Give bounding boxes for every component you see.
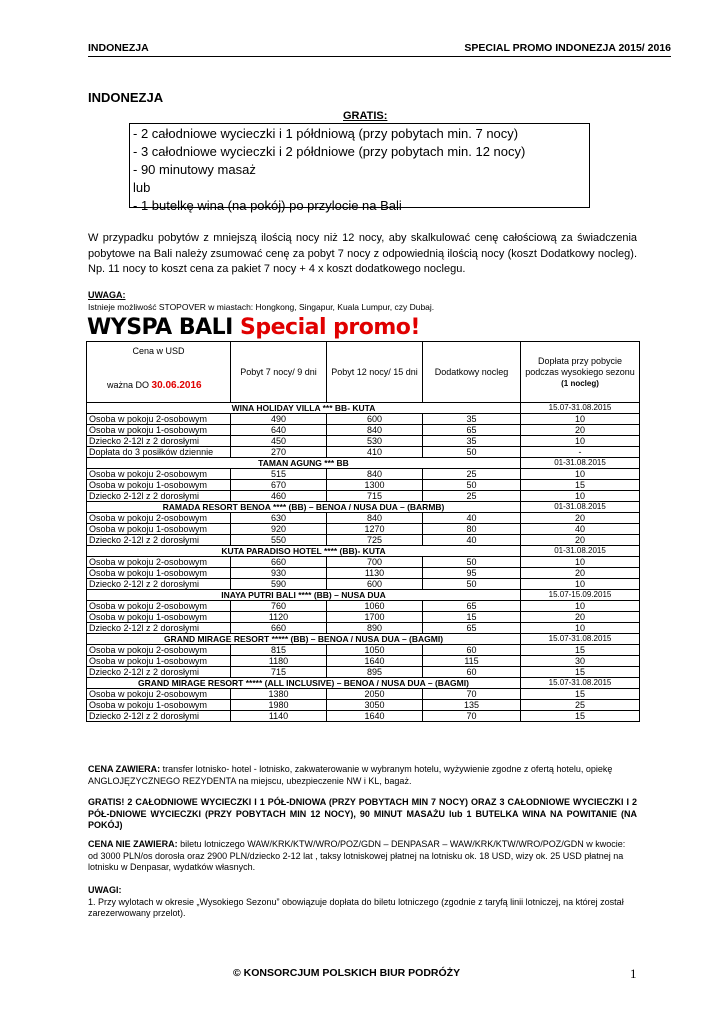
room-type-cell: Osoba w pokoju 1-osobowym	[87, 480, 231, 491]
price-cell: 890	[327, 623, 423, 634]
room-type-cell: Dziecko 2-12l z 2 dorosłymi	[87, 535, 231, 546]
price-cell: 1640	[327, 711, 423, 722]
price-cell: 15	[423, 612, 521, 623]
price-cell: 1140	[231, 711, 327, 722]
hotel-name: GRAND MIRAGE RESORT ***** (ALL INCLUSIVE) – BENOA / NUSA DUA – (BAGMI)	[87, 678, 521, 689]
header-left: INDONEZJA	[88, 42, 149, 54]
price-cell: 550	[231, 535, 327, 546]
room-type-cell: Dopłata do 3 posiłków dziennie	[87, 447, 231, 458]
price-cell: 40	[423, 513, 521, 524]
price-cell: 930	[231, 568, 327, 579]
price-cell: 660	[231, 557, 327, 568]
gratis-item: lub	[133, 180, 151, 195]
room-type-cell: Osoba w pokoju 2-osobowym	[87, 645, 231, 656]
gratis-item: - 1 butelkę wina (na pokój) po przylocie na Bali	[133, 198, 402, 213]
hotel-row	[87, 403, 640, 414]
cena-nie-zawiera: CENA NIE ZAWIERA: biletu lotniczego WAW/KRK/KTW/WRO/POZ/GDN – DENPASAR – WAW/KRK/KTW/WRO/POZ/GDN w kwocie: od 3000 PLN/os dorosła oraz 2900 PLN/dziecko 2-12 lat , taksy lotniskowej płatnej na lotnisku ok. 18 USD, wizy ok. 25 USD płatnej na lotnisku w Denpasar, wydatków własnych.	[88, 839, 626, 872]
uwaga-title: UWAGA:	[88, 290, 126, 300]
price-cell: 20	[521, 513, 640, 524]
price-cell: 10	[521, 414, 640, 425]
price-cell: 25	[521, 700, 640, 711]
table-row	[87, 524, 640, 535]
price-cell: 270	[231, 447, 327, 458]
price-cell: 40	[521, 524, 640, 535]
price-cell: 600	[327, 579, 423, 590]
price-cell: 670	[231, 480, 327, 491]
uwaga-text: Istnieje możliwość STOPOVER w miastach: Hongkong, Singapur, Kuala Lumpur, czy Dubaj.	[88, 302, 435, 312]
price-cell: 35	[423, 436, 521, 447]
valid-date: 30.06.2016	[151, 380, 202, 391]
page-header	[88, 42, 671, 57]
price-cell: 60	[423, 667, 521, 678]
table-row	[87, 568, 640, 579]
header-right: SPECIAL PROMO INDONEZJA 2015/ 2016	[464, 42, 671, 54]
price-cell: 135	[423, 700, 521, 711]
price-cell: 15	[521, 689, 640, 700]
price-cell: 895	[327, 667, 423, 678]
price-cell: 600	[327, 414, 423, 425]
hotel-name: GRAND MIRAGE RESORT ***** (BB) – BENOA / NUSA DUA – (BAGMI)	[87, 634, 521, 645]
price-cell: 1060	[327, 601, 423, 612]
room-type-cell: Dziecko 2-12l z 2 dorosłymi	[87, 436, 231, 447]
price-cell: 70	[423, 711, 521, 722]
price-cell: 460	[231, 491, 327, 502]
price-cell: 2050	[327, 689, 423, 700]
hotel-row	[87, 502, 640, 513]
price-table	[86, 341, 640, 722]
table-row	[87, 645, 640, 656]
price-cell: 1120	[231, 612, 327, 623]
table-row	[87, 513, 640, 524]
price-header-cell	[87, 342, 231, 403]
price-cell: 65	[423, 601, 521, 612]
room-type-cell: Osoba w pokoju 2-osobowym	[87, 557, 231, 568]
promo-title-accent: Special promo!	[240, 315, 420, 340]
price-cell: 700	[327, 557, 423, 568]
price-cell: 40	[423, 535, 521, 546]
table-row	[87, 656, 640, 667]
hotel-row	[87, 546, 640, 557]
hotel-season-dates: 01-31.08.2015	[521, 546, 640, 557]
room-type-cell: Dziecko 2-12l z 2 dorosłymi	[87, 579, 231, 590]
price-cell: 50	[423, 480, 521, 491]
gratis-summary: GRATIS! 2 CAŁODNIOWE WYCIECZKI I 1 PÓŁ-DNIOWA (PRZY POBYTACH MIN 7 NOCY) ORAZ 3 CAŁODNIOWE WYCIECZKI I 2 PÓŁ-DNIOWE WYCIECZKI (PRZY POBYTACH MIN 12 NOCY), 90 MINUT MASAŻU lub 1 BUTELKA WINA NA POWITANIE (NA POKÓJ)	[88, 797, 637, 830]
room-type-cell: Osoba w pokoju 2-osobowym	[87, 414, 231, 425]
price-cell: 15	[521, 645, 640, 656]
hotel-season-dates: 15.07-31.08.2015	[521, 403, 640, 414]
table-row	[87, 667, 640, 678]
gratis-title: GRATIS:	[343, 110, 388, 122]
table-row	[87, 689, 640, 700]
price-cell: 50	[423, 557, 521, 568]
column-header-high-season: Dopłata przy pobycie podczas wysokiego sezonu (1 nocleg)	[521, 342, 640, 403]
price-cell: 1050	[327, 645, 423, 656]
room-type-cell: Osoba w pokoju 2-osobowym	[87, 513, 231, 524]
promo-title	[87, 315, 420, 340]
pricing-explanation: W przypadku pobytów z mniejszą ilością nocy niż 12 nocy, aby skalkulować cenę całościową za świadczenia pobytowe na Bali należy zsumować cenę za pobyt 7 nocy z odpowiednią ilością nocy (koszt Dodatkowy nocleg). Np. 11 nocy to koszt cena za pakiet 7 nocy + 4 x koszt dodatkowego noclegu.	[88, 232, 637, 275]
hotel-season-dates: 15.07-15.09.2015	[521, 590, 640, 601]
price-cell: 715	[327, 491, 423, 502]
column-header-12-nights: Pobyt 12 nocy/ 15 dni	[327, 342, 423, 403]
promo-title-main: WYSPA BALI	[87, 315, 233, 340]
column-header-7-nights: Pobyt 7 nocy/ 9 dni	[231, 342, 327, 403]
room-type-cell: Dziecko 2-12l z 2 dorosłymi	[87, 623, 231, 634]
price-table-body	[87, 403, 640, 722]
price-cell: 15	[521, 667, 640, 678]
price-cell: 10	[521, 557, 640, 568]
price-cell: 660	[231, 623, 327, 634]
price-cell: 450	[231, 436, 327, 447]
table-row	[87, 425, 640, 436]
price-cell: 1640	[327, 656, 423, 667]
price-cell: 25	[423, 491, 521, 502]
table-row	[87, 579, 640, 590]
room-type-cell: Osoba w pokoju 1-osobowym	[87, 568, 231, 579]
price-cell: 1700	[327, 612, 423, 623]
room-type-cell: Osoba w pokoju 2-osobowym	[87, 469, 231, 480]
gratis-box	[129, 123, 590, 213]
price-cell: -	[521, 447, 640, 458]
price-cell: 10	[521, 579, 640, 590]
table-row	[87, 480, 640, 491]
table-row	[87, 491, 640, 502]
price-cell: 10	[521, 469, 640, 480]
cena-zawiera: CENA ZAWIERA: transfer lotnisko- hotel - lotnisko, zakwaterowanie w wybranym hotelu, wyżywienie zgodne z ofertą hotelu, opiekę ANGLOJĘZYCZNEGO REZYDENTA na miejscu, ubezpieczenie NW i KL, bagaż.	[88, 764, 613, 786]
footer: © KONSORCJUM POLSKICH BIUR PODRÓŻY	[233, 967, 461, 979]
table-row	[87, 447, 640, 458]
price-cell: 630	[231, 513, 327, 524]
room-type-cell: Osoba w pokoju 1-osobowym	[87, 524, 231, 535]
room-type-cell: Osoba w pokoju 2-osobowym	[87, 601, 231, 612]
room-type-cell: Dziecko 2-12l z 2 dorosłymi	[87, 667, 231, 678]
hotel-row	[87, 678, 640, 689]
price-cell: 1300	[327, 480, 423, 491]
hotel-name: INAYA PUTRI BALI **** (BB) – NUSA DUA	[87, 590, 521, 601]
table-row	[87, 711, 640, 722]
price-cell: 760	[231, 601, 327, 612]
price-cell: 1270	[327, 524, 423, 535]
table-row	[87, 535, 640, 546]
price-cell: 65	[423, 623, 521, 634]
price-cell: 20	[521, 535, 640, 546]
country-heading: INDONEZJA	[88, 90, 164, 105]
price-cell: 25	[423, 469, 521, 480]
price-cell: 10	[521, 623, 640, 634]
price-label: Cena w USD	[132, 346, 185, 356]
price-cell: 50	[423, 447, 521, 458]
price-cell: 10	[521, 601, 640, 612]
room-type-cell: Osoba w pokoju 1-osobowym	[87, 425, 231, 436]
room-type-cell: Osoba w pokoju 1-osobowym	[87, 612, 231, 623]
price-cell: 95	[423, 568, 521, 579]
price-cell: 1380	[231, 689, 327, 700]
price-cell: 10	[521, 436, 640, 447]
price-cell: 920	[231, 524, 327, 535]
hotel-name: RAMADA RESORT BENOA **** (BB) – BENOA / NUSA DUA – (BARMB)	[87, 502, 521, 513]
high-season-note: (1 nocleg)	[561, 378, 599, 388]
price-cell: 65	[423, 425, 521, 436]
price-cell: 30	[521, 656, 640, 667]
price-cell: 3050	[327, 700, 423, 711]
room-type-cell: Dziecko 2-12l z 2 dorosłymi	[87, 711, 231, 722]
gratis-item: - 2 całodniowe wycieczki i 1 półdniową (przy pobytach min. 7 nocy)	[133, 126, 519, 141]
price-cell: 515	[231, 469, 327, 480]
price-cell: 1980	[231, 700, 327, 711]
price-cell: 815	[231, 645, 327, 656]
hotel-row	[87, 458, 640, 469]
table-row	[87, 601, 640, 612]
hotel-name: WINA HOLIDAY VILLA *** BB- KUTA	[87, 403, 521, 414]
price-cell: 490	[231, 414, 327, 425]
price-cell: 530	[327, 436, 423, 447]
hotel-season-dates: 01-31.08.2015	[521, 502, 640, 513]
room-type-cell: Osoba w pokoju 2-osobowym	[87, 689, 231, 700]
table-row	[87, 557, 640, 568]
hotel-season-dates: 15.07-31.08.2015	[521, 678, 640, 689]
room-type-cell: Osoba w pokoju 1-osobowym	[87, 656, 231, 667]
hotel-name: TAMAN AGUNG *** BB	[87, 458, 521, 469]
hotel-season-dates: 15.07-31.08.2015	[521, 634, 640, 645]
gratis-item: - 90 minutowy masaż	[133, 162, 256, 177]
column-header-extra-night: Dodatkowy nocleg	[423, 342, 521, 403]
price-cell: 840	[327, 425, 423, 436]
hotel-row	[87, 634, 640, 645]
hotel-row	[87, 590, 640, 601]
price-cell: 840	[327, 513, 423, 524]
table-header-row	[87, 342, 640, 403]
price-cell: 15	[521, 711, 640, 722]
valid-until: ważna DO 30.06.2016	[107, 380, 202, 391]
price-cell: 725	[327, 535, 423, 546]
table-row	[87, 414, 640, 425]
price-cell: 20	[521, 425, 640, 436]
price-cell: 115	[423, 656, 521, 667]
price-cell: 35	[423, 414, 521, 425]
price-cell: 20	[521, 612, 640, 623]
price-cell: 20	[521, 568, 640, 579]
page-number: 1	[630, 966, 637, 981]
hotel-season-dates: 01-31.08.2015	[521, 458, 640, 469]
price-cell: 70	[423, 689, 521, 700]
price-cell: 15	[521, 480, 640, 491]
gratis-item: - 3 całodniowe wycieczki i 2 półdniowe (przy pobytach min. 12 nocy)	[133, 144, 526, 159]
room-type-cell: Dziecko 2-12l z 2 dorosłymi	[87, 491, 231, 502]
price-cell: 410	[327, 447, 423, 458]
price-cell: 590	[231, 579, 327, 590]
price-cell: 640	[231, 425, 327, 436]
table-row	[87, 436, 640, 447]
uwagi: UWAGI: 1. Przy wylotach w okresie „Wysokiego Sezonu” obowiązuje dopłata do biletu lotniczego (zgodnie z taryfą linii lotniczej, na której został zarezerwowany przelot).	[88, 885, 624, 918]
hotel-name: KUTA PARADISO HOTEL **** (BB)- KUTA	[87, 546, 521, 557]
price-cell: 1180	[231, 656, 327, 667]
price-cell: 80	[423, 524, 521, 535]
table-row	[87, 612, 640, 623]
price-cell: 50	[423, 579, 521, 590]
table-row	[87, 623, 640, 634]
price-cell: 10	[521, 491, 640, 502]
price-cell: 60	[423, 645, 521, 656]
price-cell: 1130	[327, 568, 423, 579]
price-cell: 715	[231, 667, 327, 678]
table-row	[87, 700, 640, 711]
table-row	[87, 469, 640, 480]
price-cell: 840	[327, 469, 423, 480]
room-type-cell: Osoba w pokoju 1-osobowym	[87, 700, 231, 711]
